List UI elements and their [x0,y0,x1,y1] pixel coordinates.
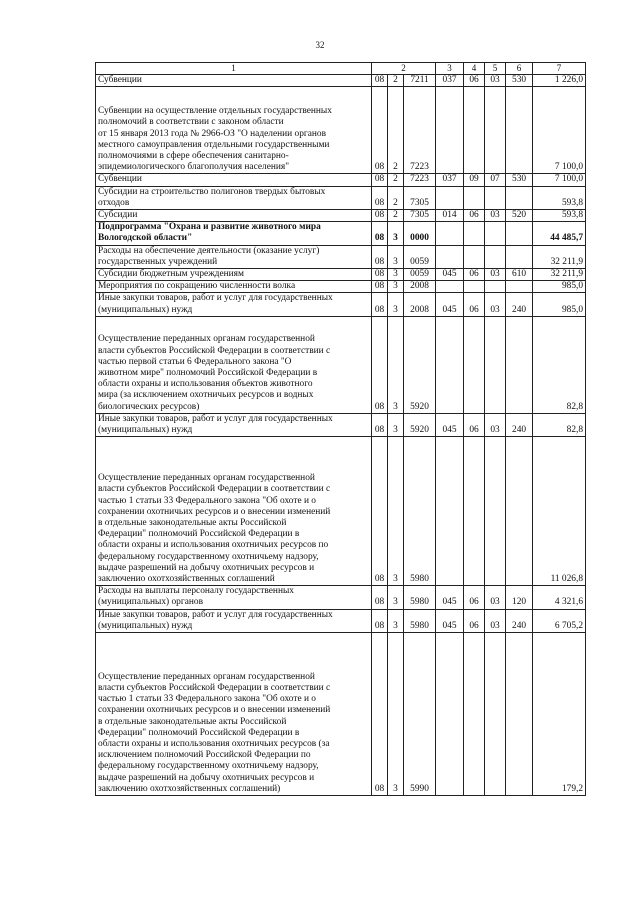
amount: 7 100,0 [533,87,586,174]
row-name: Мероприятия по сокращению численности волка [96,281,372,293]
amount: 82,8 [533,316,586,413]
section-code: 09 [464,174,485,186]
row-name: Субсидии на строительство полигонов твердых бытовых отходов [96,186,372,209]
table-row [96,281,586,293]
table-row [96,437,586,586]
grbs-code: 045 [436,413,464,436]
direction-code: 7211 [404,75,436,87]
section-code [464,437,485,586]
program-code: 08 [372,174,388,186]
section-code [464,245,485,268]
amount: 593,8 [533,210,586,222]
row-name: Расходы на выплаты персоналу государственных (муниципальных) органов [96,586,372,609]
subprogram-code: 3 [388,586,404,609]
expense-type-code: 520 [506,210,533,222]
program-code: 08 [372,293,388,316]
direction-code: 7223 [404,87,436,174]
expense-type-code: 610 [506,269,533,281]
subprogram-code: 2 [388,174,404,186]
header-cell: 6 [506,63,533,75]
subprogram-code: 3 [388,281,404,293]
grbs-code: 045 [436,293,464,316]
program-code: 08 [372,609,388,632]
expense-type-code: 530 [506,174,533,186]
header-cell: 3 [436,63,464,75]
table-row [96,210,586,222]
header-row [96,63,586,75]
row-name: Иные закупки товаров, работ и услуг для государственных (муниципальных) нужд [96,293,372,316]
section-code: 06 [464,413,485,436]
subprogram-code: 3 [388,633,404,796]
direction-code: 7223 [404,174,436,186]
subprogram-code: 3 [388,222,404,245]
section-code [464,281,485,293]
subsection-code [485,281,506,293]
program-code: 08 [372,316,388,413]
subprogram-code: 3 [388,269,404,281]
budget-table [95,62,586,796]
section-code [464,87,485,174]
program-code: 08 [372,222,388,245]
amount: 593,8 [533,186,586,209]
subprogram-code: 3 [388,293,404,316]
direction-code: 5990 [404,633,436,796]
direction-code: 5920 [404,413,436,436]
amount: 4 321,6 [533,586,586,609]
expense-type-code [506,87,533,174]
grbs-code: 037 [436,75,464,87]
subsection-code: 03 [485,75,506,87]
direction-code: 5920 [404,316,436,413]
direction-code: 7305 [404,210,436,222]
amount: 11 026,8 [533,437,586,586]
row-name: Субсидии бюджетным учреждениям [96,269,372,281]
table-row [96,174,586,186]
expense-type-code: 240 [506,413,533,436]
direction-code: 5980 [404,586,436,609]
row-name: Расходы на обеспечение деятельности (оказание услуг) государственных учреждений [96,245,372,268]
subsection-code: 03 [485,609,506,632]
subprogram-code: 2 [388,75,404,87]
table-row [96,293,586,316]
direction-code: 2008 [404,293,436,316]
amount: 1 226,0 [533,75,586,87]
program-code: 08 [372,186,388,209]
expense-type-code [506,633,533,796]
table-row [96,316,586,413]
section-code [464,186,485,209]
section-code [464,222,485,245]
section-code: 06 [464,609,485,632]
subprogram-code: 3 [388,413,404,436]
row-name: Субвенции на осуществление отдельных государственных полномочий в соответствии с законом области от 15 января 2013 года № 2966-ОЗ "О наделении органов местного самоуправления отдельными государственными полномочиями в сфере обеспечения санитарно- эпидемиологического благополучия населения" [96,87,372,174]
amount: 6 705,2 [533,609,586,632]
expense-type-code [506,186,533,209]
table-row [96,222,586,245]
grbs-code [436,245,464,268]
section-code: 06 [464,210,485,222]
section-code: 06 [464,293,485,316]
direction-code: 5980 [404,437,436,586]
expense-type-code: 120 [506,586,533,609]
header-cell: 1 [96,63,372,75]
subsection-code [485,245,506,268]
subsection-code [485,437,506,586]
expense-type-code: 530 [506,75,533,87]
grbs-code: 045 [436,586,464,609]
table-row [96,413,586,436]
header-cell: 4 [464,63,485,75]
expense-type-code [506,437,533,586]
program-code: 08 [372,437,388,586]
row-name: Субвенции [96,174,372,186]
program-code: 08 [372,586,388,609]
subprogram-code: 3 [388,609,404,632]
program-code: 08 [372,413,388,436]
program-code: 08 [372,87,388,174]
subsection-code [485,633,506,796]
table-row [96,269,586,281]
program-code: 08 [372,269,388,281]
table-row [96,245,586,268]
section-code [464,316,485,413]
amount: 44 485,7 [533,222,586,245]
subsection-code: 03 [485,210,506,222]
subsection-code: 03 [485,293,506,316]
subsection-code [485,87,506,174]
program-code: 08 [372,281,388,293]
table-row [96,186,586,209]
amount: 32 211,9 [533,245,586,268]
grbs-code [436,281,464,293]
header-cell: 5 [485,63,506,75]
subprogram-code: 2 [388,210,404,222]
table-row [96,75,586,87]
header-cell: 7 [533,63,586,75]
direction-code: 0059 [404,245,436,268]
expense-type-code [506,222,533,245]
page-number: 32 [315,40,325,50]
amount: 82,8 [533,413,586,436]
subprogram-code: 2 [388,87,404,174]
grbs-code [436,316,464,413]
grbs-code: 045 [436,269,464,281]
program-code: 08 [372,75,388,87]
expense-type-code: 240 [506,293,533,316]
row-name: Субвенции [96,75,372,87]
subprogram-code: 3 [388,437,404,586]
expense-type-code [506,281,533,293]
direction-code: 0059 [404,269,436,281]
row-name: Подпрограмма "Охрана и развитие животного мира Вологодской области" [96,222,372,245]
amount: 985,0 [533,281,586,293]
subsection-code [485,186,506,209]
subprogram-code: 3 [388,245,404,268]
table-row [96,87,586,174]
direction-code: 2008 [404,281,436,293]
table-row [96,609,586,632]
direction-code: 0000 [404,222,436,245]
subsection-code: 07 [485,174,506,186]
subsection-code: 03 [485,586,506,609]
section-code: 06 [464,586,485,609]
subsection-code [485,222,506,245]
amount: 179,2 [533,633,586,796]
subsection-code [485,316,506,413]
grbs-code: 045 [436,609,464,632]
grbs-code [436,186,464,209]
grbs-code [436,222,464,245]
grbs-code: 037 [436,174,464,186]
subprogram-code: 2 [388,186,404,209]
grbs-code [436,437,464,586]
program-code: 08 [372,245,388,268]
row-name: Осуществление переданных органам государственной власти субъектов Российской Федерации в соответствии с частью 1 статьи 33 Федерального закона "Об охоте и о сохранении охотничьих ресурсов и о внесении изменений в отдельные законодательные акты Российской Федерации" полномочий Российской Федерации в области охраны и использования охотничьих ресурсов (за исключением полномочий Российской Федерации по федеральному государственному охотничьему надзору, выдаче разрешений на добычу охотничьих ресурсов и заключению охотхозяйственных соглашений) [96,633,372,796]
direction-code: 5980 [404,609,436,632]
row-name: Иные закупки товаров, работ и услуг для государственных (муниципальных) нужд [96,413,372,436]
section-code: 06 [464,75,485,87]
table-row [96,586,586,609]
row-name: Субсидии [96,210,372,222]
table-row [96,633,586,796]
header-cell: 2 [372,63,436,75]
grbs-code [436,633,464,796]
program-code: 08 [372,633,388,796]
grbs-code: 014 [436,210,464,222]
row-name: Осуществление переданных органам государственной власти субъектов Российской Федерации в соответствии с частью 1 статьи 33 Федерального закона "Об охоте и о сохранении охотничьих ресурсов и о внесении изменений в отдельные законодательные акты Российской Федерации" полномочий Российской Федерации в области охраны и использования охотничьих ресурсов по федеральному государственному охотничьему надзору, выдаче разрешений на добычу охотничьих ресурсов и заключенио охотхозяйственных соглашений [96,437,372,586]
amount: 7 100,0 [533,174,586,186]
row-name: Осуществление переданных органам государственной власти субъектов Российской Федерации в соответствии с частью первой статьи 6 Федерального закона "О животном мире" полномочий Российской Федерации в области охраны и использования объектов животного мира (за исключением охотничьих ресурсов и водных биологических ресурсов) [96,316,372,413]
amount: 32 211,9 [533,269,586,281]
expense-type-code: 240 [506,609,533,632]
grbs-code [436,87,464,174]
expense-type-code [506,245,533,268]
section-code: 06 [464,269,485,281]
subsection-code: 03 [485,269,506,281]
subsection-code: 03 [485,413,506,436]
program-code: 08 [372,210,388,222]
expense-type-code [506,316,533,413]
subprogram-code: 3 [388,316,404,413]
section-code [464,633,485,796]
row-name: Иные закупки товаров, работ и услуг для государственных (муниципальных) нужд [96,609,372,632]
direction-code: 7305 [404,186,436,209]
amount: 985,0 [533,293,586,316]
